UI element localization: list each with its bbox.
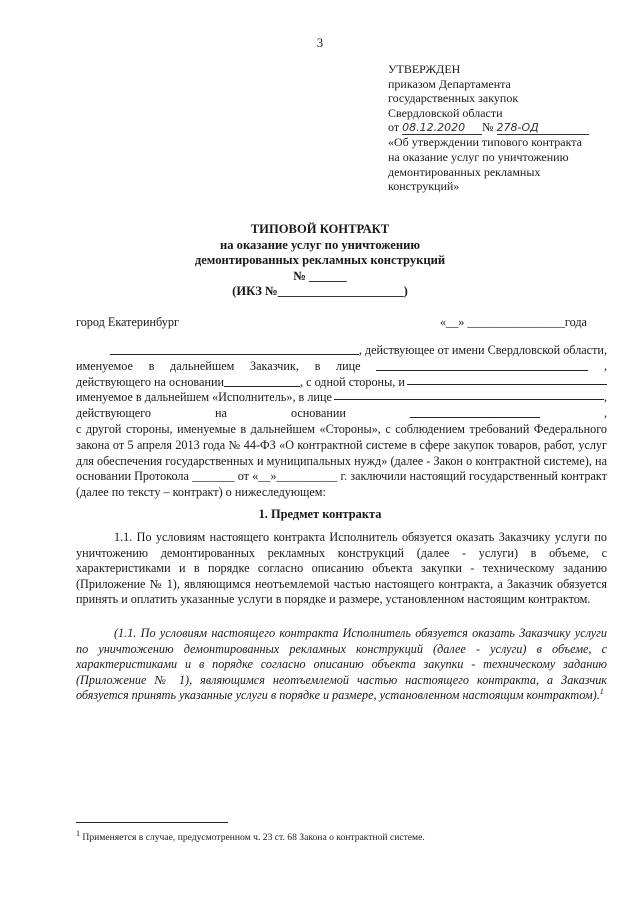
- word: в: [314, 358, 321, 373]
- footnote-divider: [76, 822, 228, 823]
- from-label: от: [388, 120, 400, 135]
- approval-subject: «Об утверждении типового контракта: [388, 135, 582, 150]
- word: дальнейшем: [170, 358, 235, 373]
- footnote-text: Применяется в случае, предусмотренном ч. 23 ст. 68 Закона о контрактной системе.: [82, 832, 425, 843]
- approval-line: приказом Департамента: [388, 76, 511, 91]
- blank-field: [376, 359, 588, 371]
- word: действующего: [76, 406, 151, 421]
- footnote-ref: 1: [599, 687, 604, 697]
- approval-title: УТВЕРЖДЕН: [388, 62, 461, 76]
- preamble-line: именуемое в дальнейшем Заказчик, в лице ,: [76, 358, 607, 373]
- approval-line: Свердловской области: [388, 105, 503, 120]
- preamble-line: [76, 375, 607, 391]
- approval-subject: демонтированных рекламных: [388, 164, 541, 179]
- preamble-text: действующего на основании: [76, 374, 225, 389]
- preamble: [76, 343, 607, 501]
- word: основании: [290, 406, 346, 421]
- preamble-body: с другой стороны, именуемые в дальнейшем «Стороны», с соблюдением требований Федерального закона от 5 апреля 2013 года № 44-ФЗ «О контрактной системе в сфере закупок товаров, работ, услуг для обеспечения государственных и муниципальных нужд» (далее - Закон о контрактной системе), на основании Протокола _______ от «__»__________ г. заключили настоящий государственный контракт (далее по тексту – контракт) о нижеследующем:: [76, 421, 607, 500]
- contract-subtitle: на оказание услуг по уничтожению: [219, 237, 420, 252]
- preamble-line: именуемое в дальнейшем «Исполнитель», в лице ,: [76, 390, 607, 405]
- clause-alt-text: (1.1. По условиям настоящего контракта Исполнитель обязуется оказать Заказчику услуги по уничтожению демонтированных рекламных конструкций (далее - услуги) в объеме, с характеристиками и в порядке согласно описанию объекта закупки - техническому заданию (Приложение № 1), являющимся неотъемлемой частью настоящего контракта, а Заказчик обязуется принять указанные услуги в порядке и размере, установленном настоящим контрактом).: [76, 626, 607, 703]
- section-title: 1. Предмет контракта: [258, 507, 382, 521]
- handwritten-date: 08.12.2020: [402, 122, 482, 135]
- word: на: [215, 406, 227, 421]
- contract-date: «__» ________________года: [440, 315, 587, 329]
- preamble-line: [76, 343, 607, 359]
- number-label: №: [482, 120, 494, 135]
- preamble-line: действующего на основании ,: [76, 406, 607, 421]
- contract-heading: [0, 222, 640, 300]
- preamble-text: именуемое в дальнейшем «Исполнитель», в лице: [76, 390, 332, 405]
- word: лице: [336, 358, 361, 373]
- preamble-text: , действующее от имени Свердловской области,: [358, 343, 607, 357]
- contract-subtitle: демонтированных рекламных конструкций: [194, 253, 446, 267]
- clause-1-1-alternative: [76, 626, 607, 704]
- preamble-text: , с одной стороны, и: [300, 374, 405, 389]
- blank-field: [407, 375, 607, 385]
- approval-subject: на оказание услуг по уничтожению: [388, 149, 569, 164]
- blank-field: [410, 406, 540, 418]
- contract-number: № ______: [293, 268, 347, 283]
- footnote-mark: 1: [76, 828, 80, 838]
- word: Заказчик,: [250, 358, 299, 373]
- handwritten-number: 278-ОД: [497, 122, 589, 135]
- contract-ikz: (ИКЗ №____________________): [232, 284, 408, 298]
- blank-field: [224, 375, 300, 387]
- clause-1-1: 1.1. По условиям настоящего контракта Исполнитель обязуется оказать Заказчику услуги по уничтожению демонтированных рекламных конструкций (далее - услуги) в объеме, с характеристиками и в порядке согласно описанию объекта закупки - техническому заданию (Приложение № 1), являющимся неотъемлемой частью настоящего контракта, а Заказчик обязуется принять и оплатить указанные услуги в порядке и размере, установленном настоящим контрактом.: [76, 530, 607, 607]
- blank-field: [110, 343, 359, 355]
- word: в: [148, 358, 155, 373]
- page-number: 3: [316, 36, 324, 50]
- approval-line: государственных закупок: [388, 91, 519, 106]
- approval-date-number: [388, 120, 613, 135]
- contract-title: ТИПОВОЙ КОНТРАКТ: [250, 222, 390, 236]
- footnote: [76, 828, 425, 843]
- approval-subject: конструкций»: [388, 179, 460, 194]
- blank-field: [334, 390, 604, 400]
- city: город Екатеринбург: [76, 315, 179, 329]
- approval-block: [388, 62, 613, 194]
- word: именуемое: [76, 358, 133, 373]
